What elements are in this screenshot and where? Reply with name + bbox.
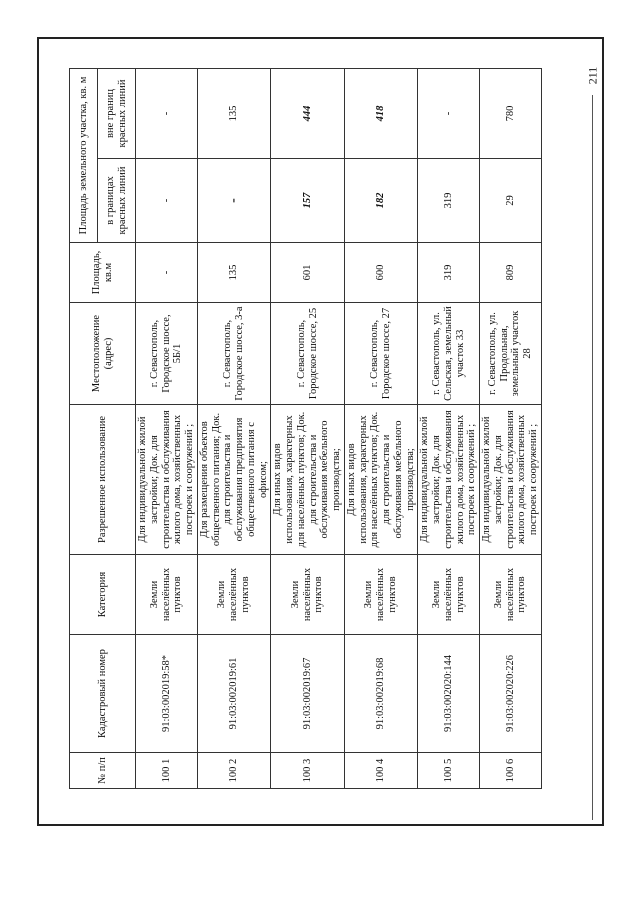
cell-num: 100 5: [418, 753, 480, 789]
table-row: [480, 68, 542, 788]
table-row: [344, 68, 418, 788]
margin-rule: [592, 95, 593, 820]
cell-area: 319: [418, 243, 480, 303]
cell-area: 600: [344, 243, 418, 303]
cell-within: 182: [344, 159, 418, 243]
cell-category: Земли населённых пунктов: [197, 555, 271, 635]
cell-category: Земли населённых пунктов: [418, 555, 480, 635]
cell-outside: 780: [480, 68, 542, 158]
cell-category: Земли населённых пунктов: [480, 555, 542, 635]
cell-within: 319: [418, 159, 480, 243]
page-number: 211: [585, 66, 600, 84]
header-location: Местоположение (адрес): [70, 303, 136, 405]
cell-location: г. Севастополь, Городское шоссе, 27: [344, 303, 418, 405]
cell-location: г. Севастополь, Городское шоссе, 3-а: [197, 303, 271, 405]
header-category: Категория: [70, 555, 136, 635]
cell-num: 100 2: [197, 753, 271, 789]
cell-location: г. Севастополь, Городское шоссе, 25: [271, 303, 345, 405]
cell-within: 29: [480, 159, 542, 243]
cell-cadastral: 91:03:002019:61: [197, 635, 271, 753]
cell-cadastral: 91:03:002019:68: [344, 635, 418, 753]
header-cadastral: Кадастровый номер: [70, 635, 136, 753]
header-land-area-group: Площадь земельного участка, кв. м: [70, 68, 98, 242]
cell-use: Для индивидуальной жилой застройки; Док. для строительства и обслуживания жилого дома, хозяйственных построек и сооружений ;: [418, 405, 480, 555]
cell-location: г. Севастополь, ул. Продольная, земельный участок 28: [480, 303, 542, 405]
cell-use: Для иных видов использования, характерных для населённых пунктов; Док. для строительства и обслуживания мебельного производства;: [344, 405, 418, 555]
cell-num: 100 1: [136, 753, 198, 789]
header-area: Площадь, кв.м: [70, 243, 136, 303]
table-row: [197, 68, 271, 788]
cell-use: Для размещения объектов общественного питания; Док. для строительства и обслуживания предприятия общественного питания с офисом;: [197, 405, 271, 555]
cell-use: Для индивидуальной жилой застройки; Док. для строительства и обслуживания жилого дома, хозяйственных построек и сооружений ;: [136, 405, 198, 555]
cell-area: 601: [271, 243, 345, 303]
cell-outside: -: [136, 68, 198, 158]
cell-outside: 135: [197, 68, 271, 158]
table-row: [136, 68, 198, 788]
cell-num: 100 3: [271, 753, 345, 789]
cell-within: -: [136, 159, 198, 243]
cell-area: 135: [197, 243, 271, 303]
land-plots-table-wrapper: [69, 69, 539, 789]
cell-cadastral: 91:03:002019:67: [271, 635, 345, 753]
cell-outside: 418: [344, 68, 418, 158]
cell-area: -: [136, 243, 198, 303]
cell-use: Для иных видов использования, характерных для населённых пунктов; Док. для строительства и обслуживания мебельного производства;: [271, 405, 345, 555]
cell-cadastral: 91:03:002019:58*: [136, 635, 198, 753]
cell-cadastral: 91:03:002020:226: [480, 635, 542, 753]
header-within: в границах красных линий: [98, 159, 136, 243]
cell-category: Земли населённых пунктов: [136, 555, 198, 635]
cell-area: 809: [480, 243, 542, 303]
cell-within: -: [197, 159, 271, 243]
cell-location: г. Севастополь, ул. Сельская, земельный участок 33: [418, 303, 480, 405]
cell-outside: 444: [271, 68, 345, 158]
cell-category: Земли населённых пунктов: [271, 555, 345, 635]
cell-num: 100 6: [480, 753, 542, 789]
cell-location: г. Севастополь, Городское шоссе, 5Б/1: [136, 303, 198, 405]
table-row: [418, 68, 480, 788]
table-row: [271, 68, 345, 788]
cell-category: Земли населённых пунктов: [344, 555, 418, 635]
header-outside: вне границ красных линий: [98, 68, 136, 158]
cell-num: 100 4: [344, 753, 418, 789]
land-plots-table: [69, 68, 542, 789]
cell-within: 157: [271, 159, 345, 243]
cell-cadastral: 91:03:002020:144: [418, 635, 480, 753]
header-num: № п/п: [70, 753, 136, 789]
cell-outside: -: [418, 68, 480, 158]
cell-use: Для индивидуальной жилой застройки; Док. для строительства и обслуживания жилого дома, хозяйственных построек и сооружений ;: [480, 405, 542, 555]
header-use: Разрешенное использование: [70, 405, 136, 555]
